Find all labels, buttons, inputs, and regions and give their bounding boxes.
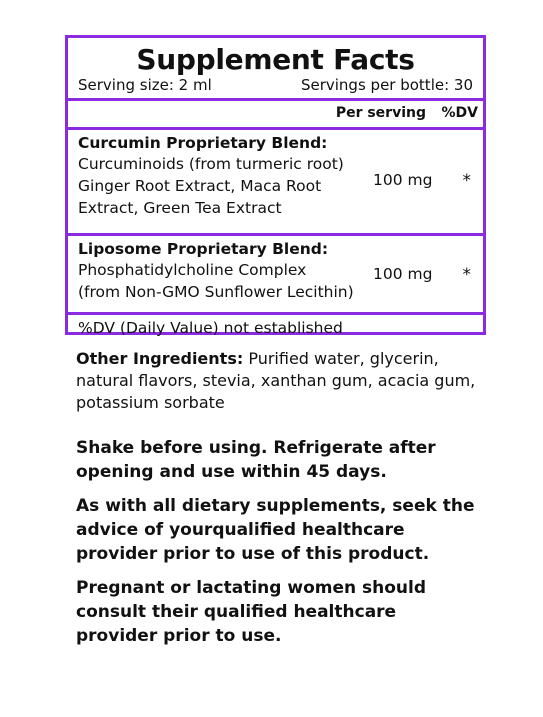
column-header-row xyxy=(68,101,483,127)
per-serving-header: Per serving xyxy=(335,105,426,121)
blend-ingredient-line: Curcuminoids (from turmeric root) xyxy=(78,155,344,173)
other-ingredients-label: Other Ingredients: xyxy=(76,349,244,368)
blend-ingredient-line: (from Non-GMO Sunflower Lecithin) xyxy=(78,283,354,301)
blend-name: Liposome Proprietary Blend: xyxy=(78,240,329,258)
curcumin-blend-row xyxy=(68,133,483,233)
blend-name: Curcumin Proprietary Blend: xyxy=(78,134,328,152)
facts-title: Supplement Facts xyxy=(136,43,415,76)
servings-per-bottle: Servings per bottle: 30 xyxy=(300,76,473,94)
blend-ingredient-line: Extract, Green Tea Extract xyxy=(78,199,282,217)
other-ingredients-text: Purified water, glycerin, natural flavors, stevia, xanthan gum, acacia gum, potassium sorbate xyxy=(76,349,476,412)
blend-dv: * xyxy=(462,265,471,285)
blend-ingredient-line: Phosphatidylcholine Complex xyxy=(78,261,307,279)
blend-ingredient-line: Ginger Root Extract, Maca Root xyxy=(78,177,322,195)
divider xyxy=(68,233,483,236)
other-ingredients xyxy=(76,348,476,414)
pregnancy-notice: Pregnant or lactating women should consult their qualified healthcare provider prior to use. xyxy=(76,578,427,646)
blend-amount: 100 mg xyxy=(373,265,433,283)
divider xyxy=(68,127,483,130)
serving-size: Serving size: 2 ml xyxy=(78,76,212,94)
dv-header: %DV xyxy=(441,105,478,121)
serving-info xyxy=(68,76,483,94)
blend-amount: 100 mg xyxy=(373,171,433,189)
liposome-blend-row xyxy=(68,239,483,312)
healthcare-notice: As with all dietary supplements, seek the advice of yourqualified healthcare provider prior to use of this product. xyxy=(76,496,475,564)
dv-footnote: %DV (Daily Value) not established xyxy=(78,319,343,337)
storage-notice: Shake before using. Refrigerate after opening and use within 45 days. xyxy=(76,438,436,482)
blend-dv: * xyxy=(462,171,471,191)
supplement-facts-panel xyxy=(65,35,486,335)
